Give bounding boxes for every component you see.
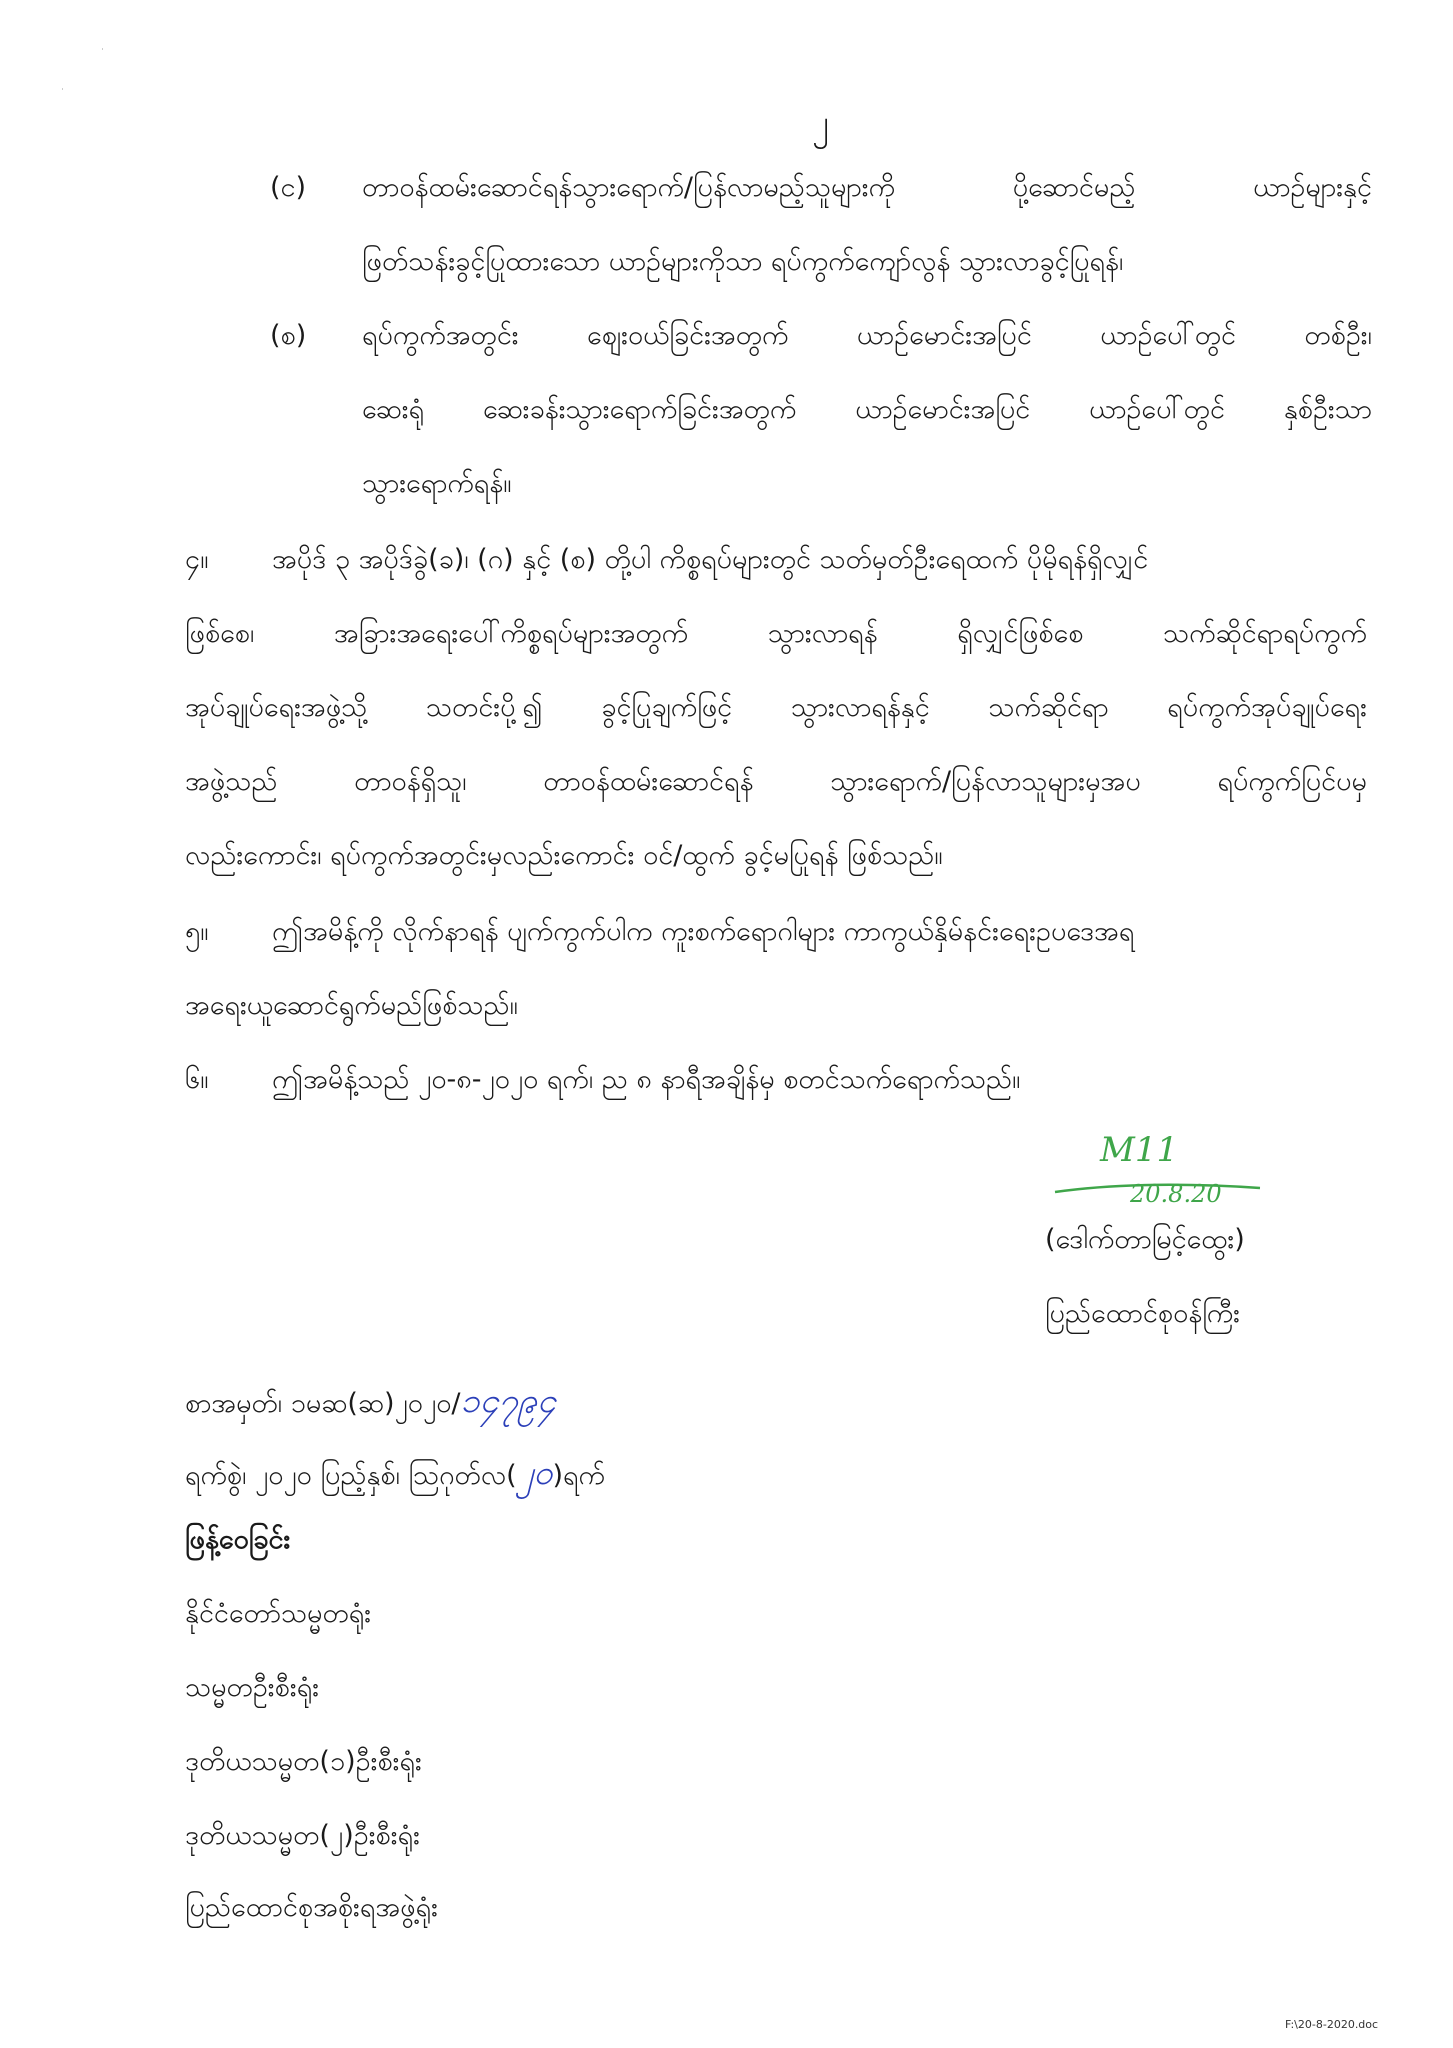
reference-number-label: စာအမှတ်၊ ၁မဆ(ဆ)၂၀၂၀/ [185,1388,461,1419]
subitem-line: ဖြတ်သန်းခွင့်ပြုထားသော ယာဉ်များကိုသာ ရပ်ကွက်ကျော်လွန် သွားလာခွင့်ပြုရန်၊ [362,246,1124,277]
word: တစ်ဦး၊ [1304,320,1372,351]
paragraph-number: ၆။ [185,1064,209,1095]
word: ရှိလျှင်ဖြစ်စေ [957,618,1084,649]
paragraph-number: ၄။ [185,544,209,575]
word: အဖွဲ့သည် [185,766,278,797]
word: ရပ်ကွက်ပြင်ပမှ [1217,766,1367,797]
word: တာဝန်ရှိသူ၊ [354,766,467,797]
subitem-label: (စ) [270,320,307,351]
file-path-footer: F:\20-8-2020.doc [1285,2018,1379,2031]
word: သက်ဆိုင်ရာ [988,692,1109,723]
word: စျေးဝယ်ခြင်းအတွက် [587,320,789,351]
word: ယာဉ်ပေါ်တွင် [1089,394,1225,425]
word: ခွင့်ပြုချက်ဖြင့် [601,692,733,723]
reference-date-suffix: )ရက် [552,1460,605,1491]
subitem-label: (င) [270,172,307,203]
word: သက်ဆိုင်ရာရပ်ကွက် [1163,618,1367,649]
reference-date [185,1450,605,1501]
word: ဆေးခန်းသွားရောက်ခြင်းအတွက် [482,394,797,425]
distribution-recipient: ဒုတိယသမ္မတ(၂)ဦးစီးရုံး [185,1820,420,1851]
word: ရပ်ကွက်အတွင်း [362,320,519,351]
subitem-line [362,318,1372,358]
word: နှစ်ဦးသာ [1283,394,1372,425]
distribution-recipient: ဒုတိယသမ္မတ(၁)ဦးစီးရုံး [185,1746,422,1777]
distribution-recipient: သမ္မတဦးစီးရုံး [185,1672,320,1703]
distribution-heading: ဖြန့်ဝေခြင်း [185,1524,291,1555]
reference-date-prefix: ရက်စွဲ၊ ၂၀၂၀ ပြည့်နှစ်၊ ဩဂုတ်လ( [185,1460,517,1491]
reference-number-handwritten: ၁၄၇၉၄ [460,1381,557,1421]
word: ယာဉ်များနှင့် [1253,172,1372,203]
word: ယာဉ်ပေါ်တွင် [1100,320,1236,351]
word: သွားလာရန်နှင့် [790,692,930,723]
word: အုပ်ချုပ်ရေးအဖွဲ့သို့ [185,692,368,723]
word: ရပ်ကွက်အုပ်ချုပ်ရေး [1167,692,1367,723]
signatory-name: (ဒေါက်တာမြင့်ထွေး) [1045,1224,1245,1255]
paragraph-line [185,690,1367,730]
word: အခြားအရေးပေါ်ကိစ္စရပ်များအတွက် [333,618,689,649]
word: တာဝန်ထမ်းဆောင်ရန် [543,766,754,797]
word: သွားရောက်/ပြန်လာသူများမှအပ [830,766,1141,797]
word: တာဝန်ထမ်းဆောင်ရန်သွားရောက်/ပြန်လာမည့်သူများကို [362,172,896,203]
subitem-line: သွားရောက်ရန်။ [362,468,512,499]
reference-number [185,1378,556,1429]
reference-date-handwritten: ၂၀ [516,1453,553,1493]
paragraph-line [185,616,1367,656]
word: ဆေးရုံ [362,394,425,425]
word: ယာဉ်မောင်းအပြင် [856,320,1032,351]
scan-artifact: ˙ [60,88,65,99]
paragraph-line: လည်းကောင်း၊ ရပ်ကွက်အတွင်းမှလည်းကောင်း ဝင်/ထွက် ခွင့်မပြုရန် ဖြစ်သည်။ [185,840,943,871]
subitem-line [362,392,1372,432]
distribution-recipient: ပြည်ထောင်စုအစိုးရအဖွဲ့ရုံး [185,1892,438,1923]
scan-artifact: ˙ [100,48,105,59]
word: ဖြစ်စေ၊ [185,618,255,649]
signatory-title: ပြည်ထောင်စုဝန်ကြီး [1045,1298,1241,1329]
signature-date: 20.8.20 [1130,1180,1222,1208]
word: ယာဉ်မောင်းအပြင် [855,394,1031,425]
paragraph-line: အပိုဒ် ၃ အပိုဒ်ခွဲ(ခ)၊ (ဂ) နှင့် (စ) တို့ပါ ကိစ္စရပ်များတွင် သတ်မှတ်ဦးရေထက် ပိုမိုရန်ရှိလျှင် [272,544,1149,575]
page-number: ၂ [812,103,829,143]
signature-initials: M11 [1100,1130,1179,1170]
paragraph-line: အရေးယူဆောင်ရွက်မည်ဖြစ်သည်။ [185,990,518,1021]
distribution-recipient: နိုင်ငံတော်သမ္မတရုံး [185,1598,372,1629]
paragraph-line [185,764,1367,804]
paragraph-number: ၅။ [185,916,209,947]
word: သတင်းပို့၍ [425,692,543,723]
word: သွားလာရန် [767,618,878,649]
paragraph-line: ဤအမိန့်သည် ၂၀-၈-၂၀၂၀ ရက်၊ ည ၈ နာရီအချိန်မှ စတင်သက်ရောက်သည်။ [272,1064,1021,1095]
paragraph-line: ဤအမိန့်ကို လိုက်နာရန် ပျက်ကွက်ပါက ကူးစက်ရောဂါများ ကာကွယ်နှိမ်နင်းရေးဥပဒေအရ [272,916,1135,947]
subitem-line [362,170,1372,210]
word: ပို့ဆောင်မည့် [1012,172,1136,203]
